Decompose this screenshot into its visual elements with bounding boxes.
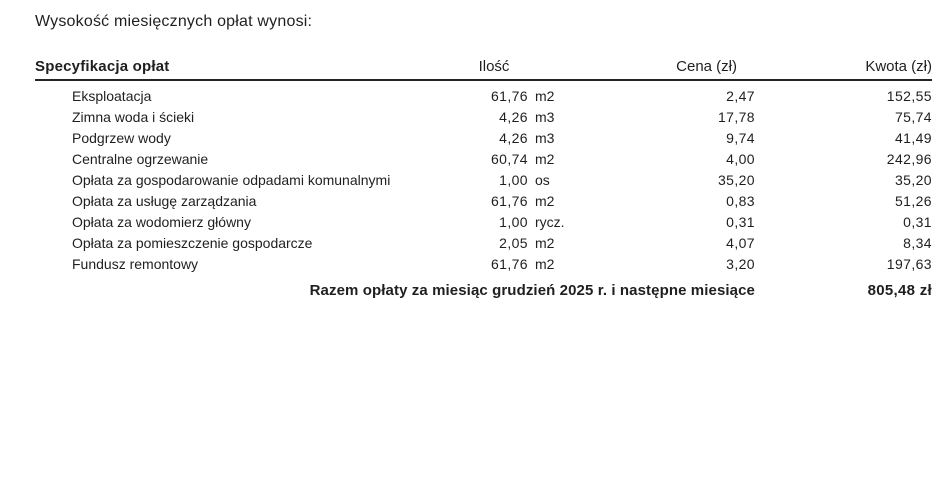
column-header-amount: Kwota (zł) — [865, 58, 932, 75]
fee-unit: m2 — [535, 151, 555, 167]
fee-price: 4,07 — [726, 235, 755, 251]
table-row — [35, 128, 932, 149]
fee-quantity: 4,26 — [499, 130, 528, 146]
fee-unit: m3 — [535, 130, 555, 146]
fee-name: Zimna woda i ścieki — [72, 109, 195, 125]
fee-unit: m2 — [535, 193, 555, 209]
fee-unit: rycz. — [535, 214, 565, 230]
table-row — [35, 254, 932, 275]
fee-quantity: 1,00 — [499, 214, 528, 230]
fee-quantity: 61,76 — [490, 193, 528, 209]
total-label: Razem opłaty za miesiąc grudzień 2025 r. i następne miesiące — [309, 282, 755, 299]
fee-price: 17,78 — [717, 109, 755, 125]
fee-unit: os — [535, 172, 550, 188]
table-row — [35, 212, 932, 233]
table-total-row — [35, 281, 932, 301]
fee-amount: 8,34 — [903, 235, 932, 251]
fee-amount: 51,26 — [894, 193, 932, 209]
column-header-specification: Specyfikacja opłat — [35, 58, 170, 75]
document-heading: Wysokość miesięcznych opłat wynosi: — [35, 13, 313, 30]
fee-amount: 197,63 — [886, 256, 932, 272]
fee-unit: m2 — [535, 235, 555, 251]
fee-quantity: 4,26 — [499, 109, 528, 125]
fee-price: 35,20 — [717, 172, 755, 188]
fee-unit: m2 — [535, 88, 555, 104]
fee-unit: m2 — [535, 256, 555, 272]
fee-name: Fundusz remontowy — [72, 256, 199, 272]
fee-name: Podgrzew wody — [72, 130, 171, 146]
fee-quantity: 2,05 — [499, 235, 528, 251]
fee-amount: 0,31 — [903, 214, 932, 230]
table-row — [35, 107, 932, 128]
column-header-price: Cena (zł) — [676, 58, 737, 75]
fee-price: 3,20 — [726, 256, 755, 272]
fee-name: Centralne ogrzewanie — [72, 151, 209, 167]
fee-name: Opłata za wodomierz główny — [72, 214, 251, 230]
fee-quantity: 61,76 — [490, 88, 528, 104]
fee-unit: m3 — [535, 109, 555, 125]
fee-price: 4,00 — [726, 151, 755, 167]
table-row — [35, 170, 932, 191]
fee-price: 9,74 — [726, 130, 755, 146]
table-body — [35, 81, 932, 275]
fee-name: Opłata za pomieszczenie gospodarcze — [72, 235, 313, 251]
fee-price: 2,47 — [726, 88, 755, 104]
fee-amount: 242,96 — [886, 151, 932, 167]
fee-amount: 41,49 — [894, 130, 932, 146]
fee-quantity: 60,74 — [490, 151, 528, 167]
fee-name: Opłata za usługę zarządzania — [72, 193, 257, 209]
fee-quantity: 61,76 — [490, 256, 528, 272]
column-header-quantity: Ilość — [478, 58, 510, 75]
table-header-row — [35, 58, 932, 81]
fees-table — [35, 58, 932, 301]
fee-amount: 152,55 — [886, 88, 932, 104]
fee-price: 0,31 — [726, 214, 755, 230]
total-amount: 805,48 zł — [867, 282, 932, 299]
table-row — [35, 233, 932, 254]
fee-price: 0,83 — [726, 193, 755, 209]
table-row — [35, 191, 932, 212]
fee-amount: 75,74 — [894, 109, 932, 125]
table-row — [35, 86, 932, 107]
fee-amount: 35,20 — [894, 172, 932, 188]
fee-name: Opłata za gospodarowanie odpadami komunalnymi — [72, 172, 391, 188]
fee-name: Eksploatacja — [72, 88, 152, 104]
fee-quantity: 1,00 — [499, 172, 528, 188]
table-row — [35, 149, 932, 170]
